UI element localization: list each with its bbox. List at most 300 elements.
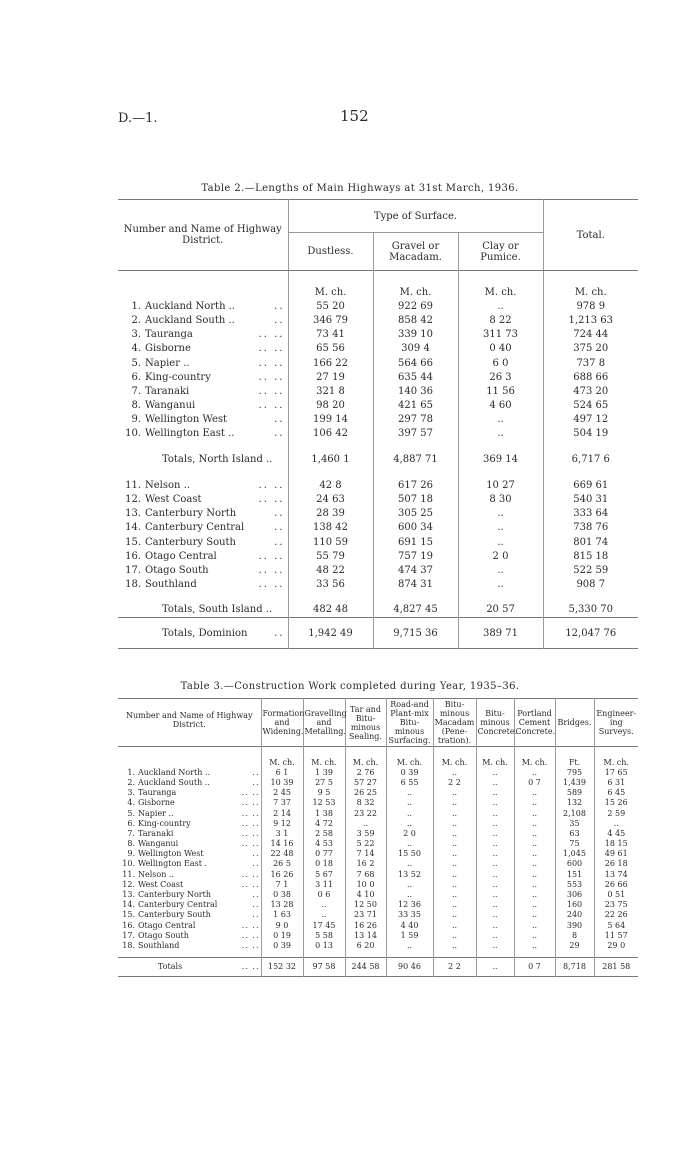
t2-spacer-cell — [118, 466, 288, 478]
t3-row — [118, 879, 638, 889]
t3-cell-road: 1 59 — [386, 930, 433, 940]
t2-spacer-cell — [458, 271, 543, 286]
t3-district-cell — [118, 828, 261, 838]
t3-cell-surveys: 15 26 — [604, 798, 628, 808]
t2-row — [118, 535, 638, 549]
t3-cell-macadam: .. — [433, 910, 476, 920]
t2-cell-gravel: 297 78 — [373, 413, 458, 427]
t3-district-cell — [118, 930, 261, 940]
t2-district-dots: .. .. — [258, 564, 285, 576]
t2-cell-total: 1,213 63 — [568, 314, 614, 326]
t2-cell-dustless: 138 42 — [288, 521, 373, 535]
t2-district-no: 12. — [125, 494, 141, 506]
t2-row — [118, 328, 638, 342]
t3-district-dots: .. — [252, 910, 260, 920]
t3-cell-concrete: .. — [476, 879, 514, 889]
t3-row — [118, 777, 638, 787]
t2-cell-clay: 8 30 — [458, 492, 543, 506]
t3-cell-gravelling: .. — [303, 900, 345, 910]
t3-district-name: Southland — [138, 940, 180, 950]
t2-row — [118, 549, 638, 563]
t2-district-name: Auckland South .. — [145, 314, 235, 326]
t2-row — [118, 521, 638, 535]
t3-cell-tar: 57 27 — [345, 777, 386, 787]
t2-district-no: 4. — [131, 343, 141, 355]
t3-cell-cement: 0 7 — [514, 777, 555, 787]
t3-district-cell — [118, 869, 261, 879]
t3-row — [118, 828, 638, 838]
t2-cell-gravel: 309 4 — [373, 342, 458, 356]
t2-district-dots: .. .. — [258, 579, 285, 591]
t3-cell-bridges: 35 — [555, 818, 594, 828]
t3-district-dots: .. .. — [241, 798, 260, 808]
t3-district-name: Otago Central — [138, 920, 196, 930]
t3-district-no: 15. — [122, 910, 135, 920]
t2-north-total — [118, 452, 638, 466]
t3-cell-gravelling: 0 77 — [303, 849, 345, 859]
t2-spacer-cell — [118, 617, 288, 626]
t2-district-cell — [118, 384, 288, 398]
t3-cell-concrete: .. — [476, 818, 514, 828]
t2-district-no: 17. — [125, 564, 141, 576]
t3-cell-bridges: 1,045 — [555, 849, 594, 859]
t2-cell-clay: 11 56 — [458, 384, 543, 398]
t3-district-no: 8. — [127, 839, 135, 849]
t2-head-total: Total. — [543, 200, 638, 271]
t3-cell-road: .. — [386, 818, 433, 828]
t3-cell-tar: 16 26 — [345, 920, 386, 930]
t2-cell-clay: .. — [458, 521, 543, 535]
t2-cell-dustless: 346 79 — [288, 313, 373, 327]
t3-district-dots: .. .. — [241, 879, 260, 889]
t2-district-cell — [118, 521, 288, 535]
t2-cell-gravel: 339 10 — [373, 328, 458, 342]
t2-cell-total: 522 59 — [573, 564, 609, 576]
t2-row — [118, 370, 638, 384]
t2-spacer-cell — [543, 617, 638, 626]
t3-cell-formation: 26 5 — [261, 859, 303, 869]
t3-cell-macadam: .. — [433, 808, 476, 818]
t2-district-dots: .. .. — [258, 329, 285, 341]
t2-cell-total: 669 61 — [573, 479, 609, 491]
t3-spacer-cell — [594, 747, 638, 758]
t2-cell-dustless: 199 14 — [288, 413, 373, 427]
t2-cell-dustless: 27 19 — [288, 370, 373, 384]
t2-cell-dustless: 106 42 — [288, 427, 373, 441]
t2-district-no: 7. — [131, 385, 141, 397]
t3-cell-concrete: .. — [476, 767, 514, 777]
t3-district-name: Tauranga — [138, 788, 177, 798]
t2-district-name: Nelson .. — [145, 479, 190, 491]
t2-district-name: Canterbury South — [145, 536, 236, 548]
t3-cell-bridges: 795 — [555, 767, 594, 777]
t2-district-cell — [118, 328, 288, 342]
t2-row — [118, 578, 638, 592]
t3-cell-concrete: .. — [476, 920, 514, 930]
t2-district-dots: .. .. — [258, 400, 285, 412]
t2-district-name: Canterbury North — [145, 508, 237, 520]
t2-cell-total: 978 9 — [576, 300, 606, 312]
t3-district-no: 3. — [127, 788, 135, 798]
t2-district-cell — [118, 313, 288, 327]
t3-district-no: 7. — [127, 828, 135, 838]
t3-district-cell — [118, 839, 261, 849]
t2-south-total-label-cell — [118, 603, 288, 618]
t2-district-name: Taranaki — [145, 385, 190, 397]
t3-district-name: Canterbury Central — [138, 900, 218, 910]
t3-cell-bridges: 132 — [555, 798, 594, 808]
t3-units-cement: M. ch. — [514, 757, 555, 767]
t2-district-no: 15. — [125, 536, 141, 548]
t2-cell-dustless: 48 22 — [288, 563, 373, 577]
t3-cell-formation: 9 12 — [261, 818, 303, 828]
t3-cell-cement: .. — [514, 900, 555, 910]
t2-spacer-cell — [543, 271, 638, 286]
t3-district-name: Wellington East . — [138, 859, 207, 869]
t3-district-no: 13. — [122, 890, 135, 900]
t3-cell-road: .. — [386, 879, 433, 889]
t3-head-road: Road-and Plant-mix Bitu- minous Surfacing. — [386, 699, 433, 747]
t3-district-dots: .. .. — [241, 839, 260, 849]
t3-cell-concrete: .. — [476, 798, 514, 808]
t2-cell-total: 738 76 — [573, 522, 609, 534]
t2-spacer-cell — [543, 441, 638, 452]
t2-district-no: 8. — [131, 400, 141, 412]
t3-cell-formation: 16 26 — [261, 869, 303, 879]
t2-spacer-cell — [373, 592, 458, 603]
t2-district-no: 3. — [131, 329, 141, 341]
t3-cell-cement: .. — [514, 869, 555, 879]
t2-cell-total: 908 7 — [576, 579, 606, 591]
t3-cell-bridges: 29 — [555, 940, 594, 950]
t3-district-dots: .. .. — [241, 828, 260, 838]
t2-spacer-cell — [288, 441, 373, 452]
t3-head-cement: Portland Cement Concrete. — [514, 699, 555, 747]
t2-cell-gravel: 600 34 — [373, 521, 458, 535]
t3-cell-tar: 23 71 — [345, 910, 386, 920]
t3-cell-surveys: 5 64 — [607, 920, 626, 930]
t2-cell-gravel: 617 26 — [373, 478, 458, 492]
t2-row — [118, 492, 638, 506]
t3-cell-cement: .. — [514, 930, 555, 940]
t2-district-name: Wanganui — [145, 400, 196, 412]
t3-district-name: West Coast — [138, 879, 184, 889]
t3-row — [118, 839, 638, 849]
t3-district-no: 2. — [127, 777, 135, 787]
t3-cell-road: 15 50 — [386, 849, 433, 859]
t3-cell-macadam: 2 2 — [433, 777, 476, 787]
t3-cell-surveys: 6 45 — [607, 788, 626, 798]
t2-district-cell — [118, 507, 288, 521]
t3-district-name: Auckland North .. — [138, 767, 211, 777]
t3-cell-tar: 3 59 — [345, 828, 386, 838]
t3-cell-macadam: .. — [433, 879, 476, 889]
t2-cell-gravel: 922 69 — [373, 299, 458, 313]
t3-spacer-cell — [386, 747, 433, 758]
t3-district-name: King-country — [138, 818, 191, 828]
t2-cell-total: 724 44 — [573, 329, 609, 341]
t2-row — [118, 356, 638, 370]
t3-cell-road: 2 0 — [386, 828, 433, 838]
t2-row — [118, 384, 638, 398]
t2-cell-total: 688 66 — [573, 371, 609, 383]
t2-district-dots: .. — [274, 522, 285, 534]
t3-cell-bridges: 2,108 — [555, 808, 594, 818]
t3-district-name: Otago South — [138, 930, 189, 940]
t3-cell-macadam: .. — [433, 849, 476, 859]
t2-district-cell — [118, 427, 288, 441]
t2-district-cell — [118, 299, 288, 313]
t2-district-dots: .. .. — [258, 550, 285, 562]
t3-district-cell — [118, 889, 261, 899]
t3-cell-gravelling: 2 58 — [303, 828, 345, 838]
t2-dominion-total-label-cell — [118, 626, 288, 640]
t3-cell-cement: .. — [514, 767, 555, 777]
t3-totals-formation: 152 32 — [261, 957, 303, 976]
t2-cell-total: 473 20 — [573, 385, 609, 397]
t3-district-no: 17. — [122, 930, 135, 940]
t2-spacer-cell — [288, 271, 373, 286]
t2-spacer-cell — [373, 640, 458, 649]
t2-body — [118, 271, 638, 649]
t3-spacer-cell — [476, 747, 514, 758]
t3-cell-tar: 4 10 — [345, 889, 386, 899]
t3-cell-formation: 14 16 — [261, 839, 303, 849]
t3-cell-tar: 2 76 — [345, 767, 386, 777]
t3-head-tar: Tar and Bitu- minous Sealing. — [345, 699, 386, 747]
t3-totals-gravelling: 97 58 — [303, 957, 345, 976]
t3-cell-surveys: 11 57 — [604, 930, 628, 940]
t2-cell-clay: 0 40 — [458, 342, 543, 356]
t3-cell-formation: 2 45 — [261, 788, 303, 798]
t2-row — [118, 478, 638, 492]
t3-district-dots: .. .. — [241, 788, 260, 798]
t3-cell-concrete: .. — [476, 777, 514, 787]
t2-cell-dustless: 42 8 — [288, 478, 373, 492]
t2-spacer-cell — [458, 441, 543, 452]
t3-cell-bridges: 589 — [555, 788, 594, 798]
t2-district-no: 18. — [125, 579, 141, 591]
t3-units-surveys: M. ch. — [603, 757, 629, 767]
t3-cell-macadam: .. — [433, 869, 476, 879]
t3-cell-surveys: 23 75 — [604, 900, 628, 910]
t2-cell-gravel: 757 19 — [373, 549, 458, 563]
t3-district-no: 12. — [122, 879, 135, 889]
t2-district-cell — [118, 356, 288, 370]
t2-dominion-total — [118, 626, 638, 640]
t3-row — [118, 889, 638, 899]
t3-cell-formation: 0 39 — [261, 940, 303, 950]
t2-north-total-clay: 369 14 — [458, 452, 543, 466]
t2-units-gravel: M. ch. — [373, 285, 458, 299]
t2-district-name: Tauranga — [145, 329, 193, 341]
t2-spacer-cell — [543, 640, 638, 649]
t2-district-no: 13. — [125, 508, 141, 520]
t3-cell-concrete: .. — [476, 859, 514, 869]
t3-district-cell — [118, 900, 261, 910]
t3-row — [118, 940, 638, 950]
t3-row — [118, 930, 638, 940]
t3-units-bridges: Ft. — [555, 757, 594, 767]
t2-north-total-label: Totals, North Island .. — [162, 453, 273, 465]
t3-cell-bridges: 8 — [555, 930, 594, 940]
t3-district-name: Canterbury South — [138, 910, 211, 920]
t3-cell-bridges: 553 — [555, 879, 594, 889]
t3-cell-surveys: 2 59 — [607, 808, 626, 818]
t2-head-gravel: Gravel or Macadam. — [373, 233, 458, 271]
t2-cell-gravel: 635 44 — [373, 370, 458, 384]
t2-north-total-label-cell — [118, 452, 288, 466]
t2-cell-gravel: 305 25 — [373, 507, 458, 521]
t2-head-dustless: Dustless. — [288, 233, 373, 271]
t2-cell-total: 737 8 — [576, 357, 606, 369]
t2-spacer-cell — [373, 466, 458, 478]
t3-district-cell — [118, 859, 261, 869]
t3-cell-road: .. — [386, 808, 433, 818]
t3-totals-macadam: 2 2 — [433, 957, 476, 976]
t2-cell-total: 375 20 — [573, 343, 609, 355]
t3-cell-bridges: 160 — [555, 900, 594, 910]
t3-head-macadam: Bitu- minous Macadam (Pene- tration). — [434, 700, 475, 745]
t3-cell-cement: .. — [514, 839, 555, 849]
t3-cell-cement: .. — [514, 798, 555, 808]
t3-cell-cement: .. — [514, 818, 555, 828]
t3-spacer-cell — [118, 747, 261, 758]
t2-spacer-cell — [543, 466, 638, 478]
t2-dominion-total-total: 12,047 76 — [565, 627, 617, 639]
t3-district-name: Napier .. — [138, 808, 174, 818]
t2-south-total-label: Totals, South Island .. — [162, 604, 273, 616]
t3-district-cell — [118, 808, 261, 818]
t3-district-no: 16. — [122, 920, 135, 930]
t3-district-no: 14. — [122, 900, 135, 910]
t3-units-blank — [118, 757, 261, 767]
t3-cell-surveys: .. — [613, 818, 619, 828]
table3-construction-work — [118, 698, 638, 977]
t3-district-no: 18. — [122, 940, 135, 950]
t3-cell-tar: 23 22 — [345, 808, 386, 818]
t3-units-gravelling: M. ch. — [303, 757, 345, 767]
t3-cell-road: 12 36 — [386, 900, 433, 910]
t2-spacer-cell — [288, 640, 373, 649]
t3-cell-tar: 16 2 — [345, 859, 386, 869]
t3-totals-row — [118, 957, 638, 976]
t3-totals-bridges: 8,718 — [555, 957, 594, 976]
t2-south-total-total: 5,330 70 — [568, 604, 614, 616]
t2-spacer-cell — [288, 592, 373, 603]
t3-district-cell — [118, 940, 261, 950]
t3-cell-road: .. — [386, 859, 433, 869]
t2-district-no: 10. — [125, 428, 141, 440]
t3-cell-bridges: 240 — [555, 910, 594, 920]
t3-cell-bridges: 63 — [555, 828, 594, 838]
t2-spacer-cell — [118, 592, 288, 603]
t2-cell-dustless: 110 59 — [288, 535, 373, 549]
t3-spacer-cell — [555, 747, 594, 758]
t3-cell-tar: .. — [345, 818, 386, 828]
t3-totals-dots: .. .. — [241, 962, 260, 972]
t3-cell-bridges: 306 — [555, 889, 594, 899]
t3-district-dots: .. .. — [241, 930, 260, 940]
t3-cell-tar: 7 68 — [345, 869, 386, 879]
t2-district-dots: .. — [274, 314, 285, 326]
t2-dominion-total-label: Totals, Dominion — [162, 627, 248, 639]
t2-head-type: Type of Surface. — [288, 200, 543, 233]
t2-cell-clay: .. — [458, 563, 543, 577]
t3-cell-surveys: 17 65 — [604, 767, 628, 777]
t3-cell-surveys: 4 45 — [607, 828, 626, 838]
t3-cell-concrete: .. — [476, 940, 514, 950]
t2-district-dots: .. — [274, 428, 285, 440]
t2-district-cell — [118, 563, 288, 577]
t3-district-no: 5. — [127, 808, 135, 818]
t2-south-total-clay: 20 57 — [458, 603, 543, 618]
t2-district-name: Wellington West — [145, 414, 228, 426]
t3-head-gravelling: Gravelling and Metalling. — [303, 699, 345, 747]
t2-district-dots: .. .. — [258, 494, 285, 506]
t2-south-total-dustless: 482 48 — [288, 603, 373, 618]
t2-district-dots: .. — [274, 508, 285, 520]
t2-south-total-gravel: 4,827 45 — [373, 603, 458, 618]
t3-cell-macadam: .. — [433, 818, 476, 828]
t2-cell-dustless: 98 20 — [288, 399, 373, 413]
t3-district-dots: .. — [252, 900, 260, 910]
document-code: D.—1. — [118, 111, 158, 126]
t3-totals-label-cell — [118, 957, 261, 976]
t2-head-name: Number and Name of Highway District. — [118, 200, 288, 271]
t3-row — [118, 798, 638, 808]
t3-district-name: Gisborne — [138, 798, 175, 808]
t3-cell-formation: 7 37 — [261, 798, 303, 808]
t3-totals-road: 90 46 — [386, 957, 433, 976]
t3-cell-road: 4 40 — [386, 920, 433, 930]
t2-head-clay: Clay or Pumice. — [458, 233, 543, 271]
t2-spacer-cell — [118, 640, 288, 649]
t2-dominion-total-gravel: 9,715 36 — [373, 626, 458, 640]
t2-cell-clay: 4 60 — [458, 399, 543, 413]
t2-cell-clay: .. — [458, 535, 543, 549]
t3-row — [118, 808, 638, 818]
t3-cell-tar: 10 0 — [345, 879, 386, 889]
t2-district-dots: .. — [274, 300, 285, 312]
t3-totals-tar: 244 58 — [345, 957, 386, 976]
t2-cell-dustless: 166 22 — [288, 356, 373, 370]
t3-totals-concrete: .. — [476, 957, 514, 976]
t2-row — [118, 427, 638, 441]
t2-row — [118, 313, 638, 327]
t3-cell-gravelling: 0 18 — [303, 859, 345, 869]
t2-spacer-cell — [458, 592, 543, 603]
t3-district-name: Canterbury North — [138, 890, 211, 900]
page-number: 152 — [340, 107, 369, 125]
t3-district-dots: .. .. — [241, 808, 260, 818]
t2-cell-dustless: 24 63 — [288, 492, 373, 506]
t2-district-name: Napier .. — [145, 357, 190, 369]
t3-totals-label: Totals — [158, 962, 183, 972]
t2-district-name: Southland — [145, 579, 197, 591]
t2-cell-total: 540 31 — [573, 494, 609, 506]
t2-district-cell — [118, 413, 288, 427]
t3-units-road: M. ch. — [386, 757, 433, 767]
t3-cell-formation: 9 0 — [261, 920, 303, 930]
t2-spacer-cell — [118, 441, 288, 452]
t3-cell-bridges: 1,439 — [555, 777, 594, 787]
t3-spacer-cell — [345, 747, 386, 758]
t2-units-clay: M. ch. — [458, 285, 543, 299]
t3-cell-formation: 1 63 — [261, 910, 303, 920]
t3-district-dots: .. .. — [241, 920, 260, 930]
t2-district-name: Otago Central — [145, 550, 217, 562]
